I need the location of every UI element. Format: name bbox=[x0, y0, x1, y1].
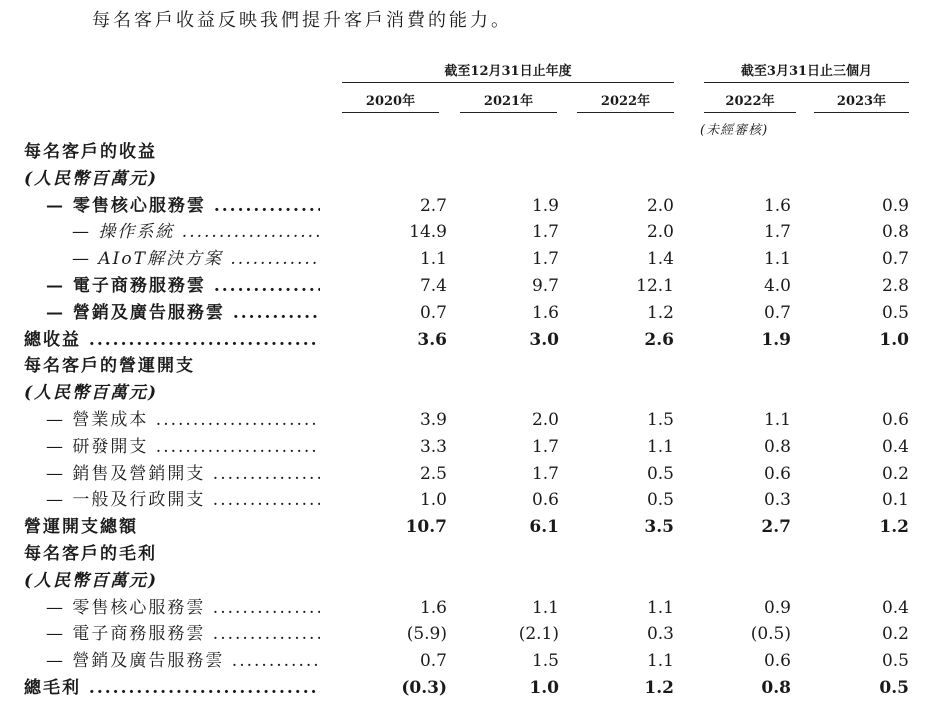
row-label: (人民幣百萬元) bbox=[24, 570, 159, 591]
cell-value: 1.6 bbox=[531, 302, 559, 323]
row-label: — 電子商務服務雲 ..... bbox=[24, 622, 320, 647]
cell-value: 0.5 bbox=[646, 490, 674, 511]
header-year-2020: 2020年 bbox=[342, 90, 439, 113]
cell-value: 2.7 bbox=[761, 517, 791, 538]
table-row bbox=[0, 569, 947, 594]
cell-value: 1.0 bbox=[419, 490, 447, 511]
row-label: (人民幣百萬元) bbox=[24, 383, 159, 404]
table-row bbox=[0, 328, 947, 353]
table-row bbox=[0, 220, 947, 245]
cell-value: 1.1 bbox=[763, 249, 791, 270]
header-year-2021: 2021年 bbox=[460, 90, 557, 113]
cell-value: 1.7 bbox=[531, 436, 559, 457]
cell-value: 2.8 bbox=[881, 276, 909, 296]
cell-value: 1.6 bbox=[763, 195, 791, 216]
row-label: 每名客戶的收益 bbox=[24, 142, 157, 162]
cell-value: 0.3 bbox=[646, 624, 674, 645]
header-year-2023-q1: 2023年 bbox=[814, 90, 909, 113]
cell-value: 3.5 bbox=[644, 517, 674, 538]
cell-value: 1.7 bbox=[531, 222, 559, 243]
intro-text: 每名客戶收益反映我們提升客戶消費的能力。 bbox=[92, 10, 512, 31]
table-row bbox=[0, 301, 947, 326]
header-year-2022-q1: 2022年 bbox=[704, 90, 796, 113]
row-label: — 零售核心服務雲 ..... bbox=[24, 194, 320, 219]
cell-value: 0.2 bbox=[881, 463, 909, 484]
cell-value: 0.9 bbox=[763, 597, 791, 618]
cell-value: 6.1 bbox=[529, 517, 559, 538]
cell-value: 1.9 bbox=[531, 195, 559, 216]
table-row bbox=[0, 488, 947, 513]
cell-value: 0.7 bbox=[763, 302, 791, 323]
table-row bbox=[0, 649, 947, 674]
cell-value: 4.0 bbox=[763, 276, 791, 296]
cell-value: 1.0 bbox=[879, 329, 909, 350]
row-label: 總收益 ..... bbox=[24, 328, 320, 353]
cell-value: 0.6 bbox=[763, 651, 791, 672]
cell-value: 0.5 bbox=[646, 463, 674, 484]
cell-value: 0.4 bbox=[881, 597, 909, 618]
cell-value: 0.1 bbox=[881, 490, 909, 511]
cell-value: 1.5 bbox=[646, 410, 674, 430]
cell-value: 7.4 bbox=[419, 276, 447, 296]
cell-value: 3.0 bbox=[529, 329, 559, 350]
cell-value: 1.4 bbox=[646, 249, 674, 270]
row-label: 每名客戶的營運開支 bbox=[24, 356, 195, 377]
cell-value: (0.3) bbox=[401, 678, 447, 698]
row-label: 營運開支總額 bbox=[24, 517, 138, 538]
table-row bbox=[0, 596, 947, 621]
table-row bbox=[0, 140, 947, 165]
table-row bbox=[0, 354, 947, 379]
table-row bbox=[0, 274, 947, 299]
cell-value: 1.7 bbox=[531, 463, 559, 484]
cell-value: 2.0 bbox=[531, 410, 559, 430]
cell-value: 0.8 bbox=[763, 436, 791, 457]
cell-value: 0.4 bbox=[881, 436, 909, 457]
cell-value: 3.6 bbox=[417, 329, 447, 350]
cell-value: 1.1 bbox=[646, 651, 674, 672]
header-group-year-ended: 截至12月31日止年度 bbox=[342, 60, 674, 83]
cell-value: 2.0 bbox=[646, 195, 674, 216]
row-label: — 零售核心服務雲 ..... bbox=[24, 596, 320, 621]
row-label: — AIoT解決方案 ..... bbox=[24, 247, 320, 272]
row-label: — 銷售及營銷開支 ..... bbox=[24, 462, 320, 487]
cell-value: 0.6 bbox=[763, 463, 791, 484]
cell-value: (2.1) bbox=[518, 624, 559, 645]
cell-value: 1.9 bbox=[761, 329, 791, 350]
cell-value: 2.5 bbox=[419, 463, 447, 484]
cell-value: 3.9 bbox=[419, 410, 447, 430]
cell-value: 0.2 bbox=[881, 624, 909, 645]
cell-value: 0.7 bbox=[419, 651, 447, 672]
row-label: — 操作系統 ..... bbox=[24, 220, 320, 245]
unaudited-note: (未經審核) bbox=[700, 123, 769, 138]
cell-value: 2.7 bbox=[419, 195, 447, 216]
row-label: 總毛利 ..... bbox=[24, 676, 320, 701]
cell-value: 0.5 bbox=[881, 651, 909, 672]
header-year-2022: 2022年 bbox=[577, 90, 674, 113]
cell-value: 10.7 bbox=[405, 517, 447, 538]
cell-value: 0.6 bbox=[531, 490, 559, 511]
cell-value: 0.7 bbox=[419, 302, 447, 323]
cell-value: 1.2 bbox=[646, 302, 674, 323]
cell-value: 0.8 bbox=[881, 222, 909, 243]
cell-value: 1.5 bbox=[531, 651, 559, 672]
table-row bbox=[0, 462, 947, 487]
cell-value: 1.2 bbox=[879, 517, 909, 538]
cell-value: 9.7 bbox=[531, 276, 559, 296]
cell-value: 1.7 bbox=[531, 249, 559, 270]
table-row bbox=[0, 542, 947, 567]
row-label: 每名客戶的毛利 bbox=[24, 544, 157, 564]
row-label: — 營銷及廣告服務雲 ..... bbox=[24, 649, 320, 674]
table-row bbox=[0, 167, 947, 192]
header-group-three-months: 截至3月31日止三個月 bbox=[704, 60, 909, 83]
cell-value: 3.3 bbox=[419, 436, 447, 457]
row-label: — 營銷及廣告服務雲 ..... bbox=[24, 301, 320, 326]
table-row bbox=[0, 194, 947, 219]
row-label: — 一般及行政開支 ..... bbox=[24, 488, 320, 513]
cell-value: 1.2 bbox=[644, 678, 674, 698]
cell-value: (0.5) bbox=[750, 624, 791, 645]
cell-value: 0.6 bbox=[881, 410, 909, 430]
table-row bbox=[0, 408, 947, 433]
table-row bbox=[0, 381, 947, 406]
cell-value: 1.7 bbox=[763, 222, 791, 243]
cell-value: 1.1 bbox=[646, 597, 674, 618]
cell-value: 12.1 bbox=[636, 276, 674, 296]
cell-value: (5.9) bbox=[406, 624, 447, 645]
cell-value: 2.0 bbox=[646, 222, 674, 243]
table-row bbox=[0, 247, 947, 272]
cell-value: 2.6 bbox=[644, 329, 674, 350]
cell-value: 1.0 bbox=[529, 678, 559, 698]
cell-value: 1.1 bbox=[646, 436, 674, 457]
table-row bbox=[0, 515, 947, 540]
cell-value: 14.9 bbox=[409, 222, 447, 243]
row-label: (人民幣百萬元) bbox=[24, 168, 159, 189]
cell-value: 0.8 bbox=[761, 678, 791, 698]
cell-value: 1.1 bbox=[763, 410, 791, 430]
row-label: — 營業成本 ..... bbox=[24, 408, 320, 433]
cell-value: 1.6 bbox=[419, 597, 447, 618]
table-row bbox=[0, 435, 947, 460]
cell-value: 1.1 bbox=[531, 597, 559, 618]
cell-value: 0.5 bbox=[881, 302, 909, 323]
cell-value: 1.1 bbox=[419, 249, 447, 270]
cell-value: 0.5 bbox=[879, 678, 909, 698]
table-row bbox=[0, 622, 947, 647]
table-row bbox=[0, 676, 947, 701]
cell-value: 0.9 bbox=[881, 195, 909, 216]
row-label: — 研發開支 ..... bbox=[24, 435, 320, 460]
cell-value: 0.7 bbox=[881, 249, 909, 270]
row-label: — 電子商務服務雲 ..... bbox=[24, 274, 320, 299]
cell-value: 0.3 bbox=[763, 490, 791, 511]
